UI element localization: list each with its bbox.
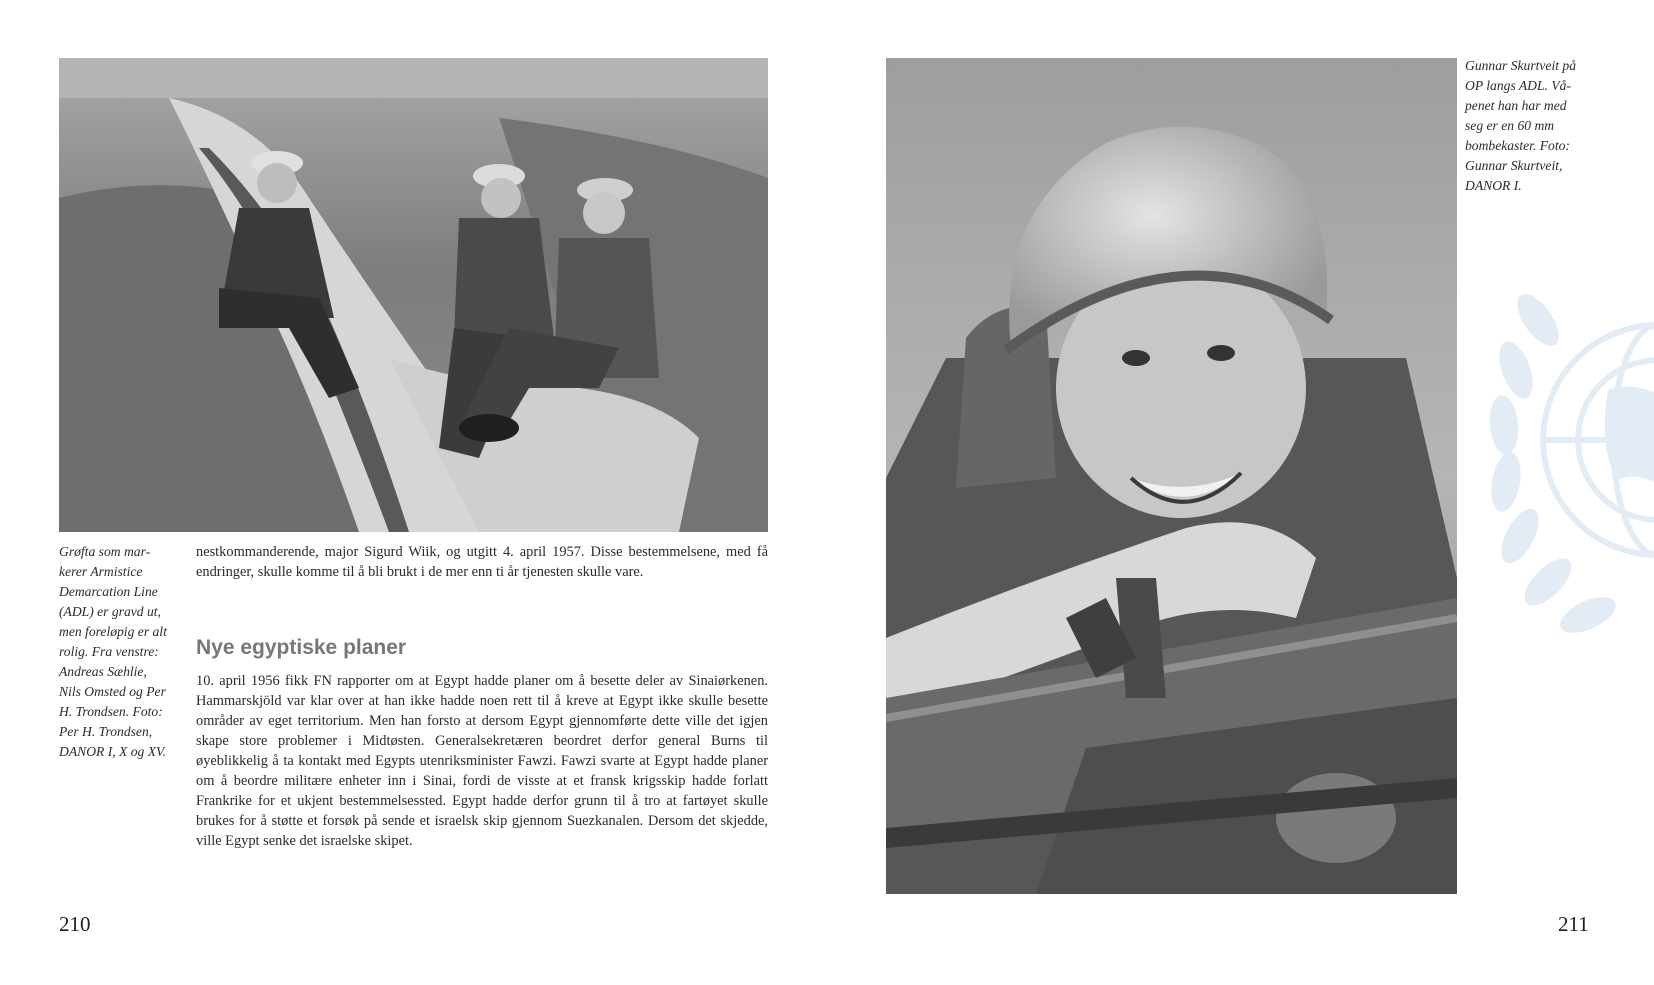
- caption-left-photo: Grøfta som mar- kerer Armistice Demarcation Line (ADL) er gravd ut, men foreløpig er alt rolig. Fra venstre: Andreas Sæhlie, Nils Omsted og Per H. Trondsen. Foto: Per H. Trondsen, DANOR I, X og XV.: [59, 544, 167, 759]
- body-paragraph-egypt-plans: 10. april 1956 fikk FN rapporter om at Egypt hadde planer om å besette deler av Sinaiørkenen. Hammarskjöld var klar over at han ikke hadde noen rett til å kreve at Egypt ikke skulle besette områder av eget territorium. Men han forsto at dersom Egypt gjennomførte dette ville det igjen skape store problemer i Midtøsten. Generalsekretæren beordret derfor general Burns til øyeblikkelig å ta kontakt med Egypts utenriksminister Fawzi. Fawzi svarte at Egypt hadde planer om å beordre militære enheter inn i Sinai, fordi de visste at et fransk krigsskip hadde forlatt Frankrike for et ukjent bestemmelsessted. Egypt hadde derfor grunn til å tro at fartøyet skulle brukes for å støtte et forsøk på sende et israelsk skip gjennom Suezkanalen. Dersom det skjedde, ville Egypt senke det israelske skipet.: [196, 673, 768, 849]
- caption-right-photo: Gunnar Skurtveit på OP langs ADL. Vå- penet han har med seg er en 60 mm bombekaster. Foto: Gunnar Skurtveit, DANOR I.: [1465, 58, 1577, 193]
- section-heading: Nye egyptiske planer: [196, 636, 407, 659]
- page-number-right: 211: [1558, 912, 1589, 936]
- photo-soldier-helmet-portrait: [886, 58, 1457, 894]
- body-paragraph-continued: nestkommanderende, major Sigurd Wiik, og utgitt 4. april 1957. Disse bestemmelsene, med få endringer, skulle komme til å bli brukt i de mer enn ti år tjenesten skulle vare.: [196, 544, 768, 580]
- un-emblem-icon: [1468, 230, 1654, 670]
- page-number-left: 210: [59, 912, 91, 936]
- photo-soldiers-trench: [59, 58, 768, 532]
